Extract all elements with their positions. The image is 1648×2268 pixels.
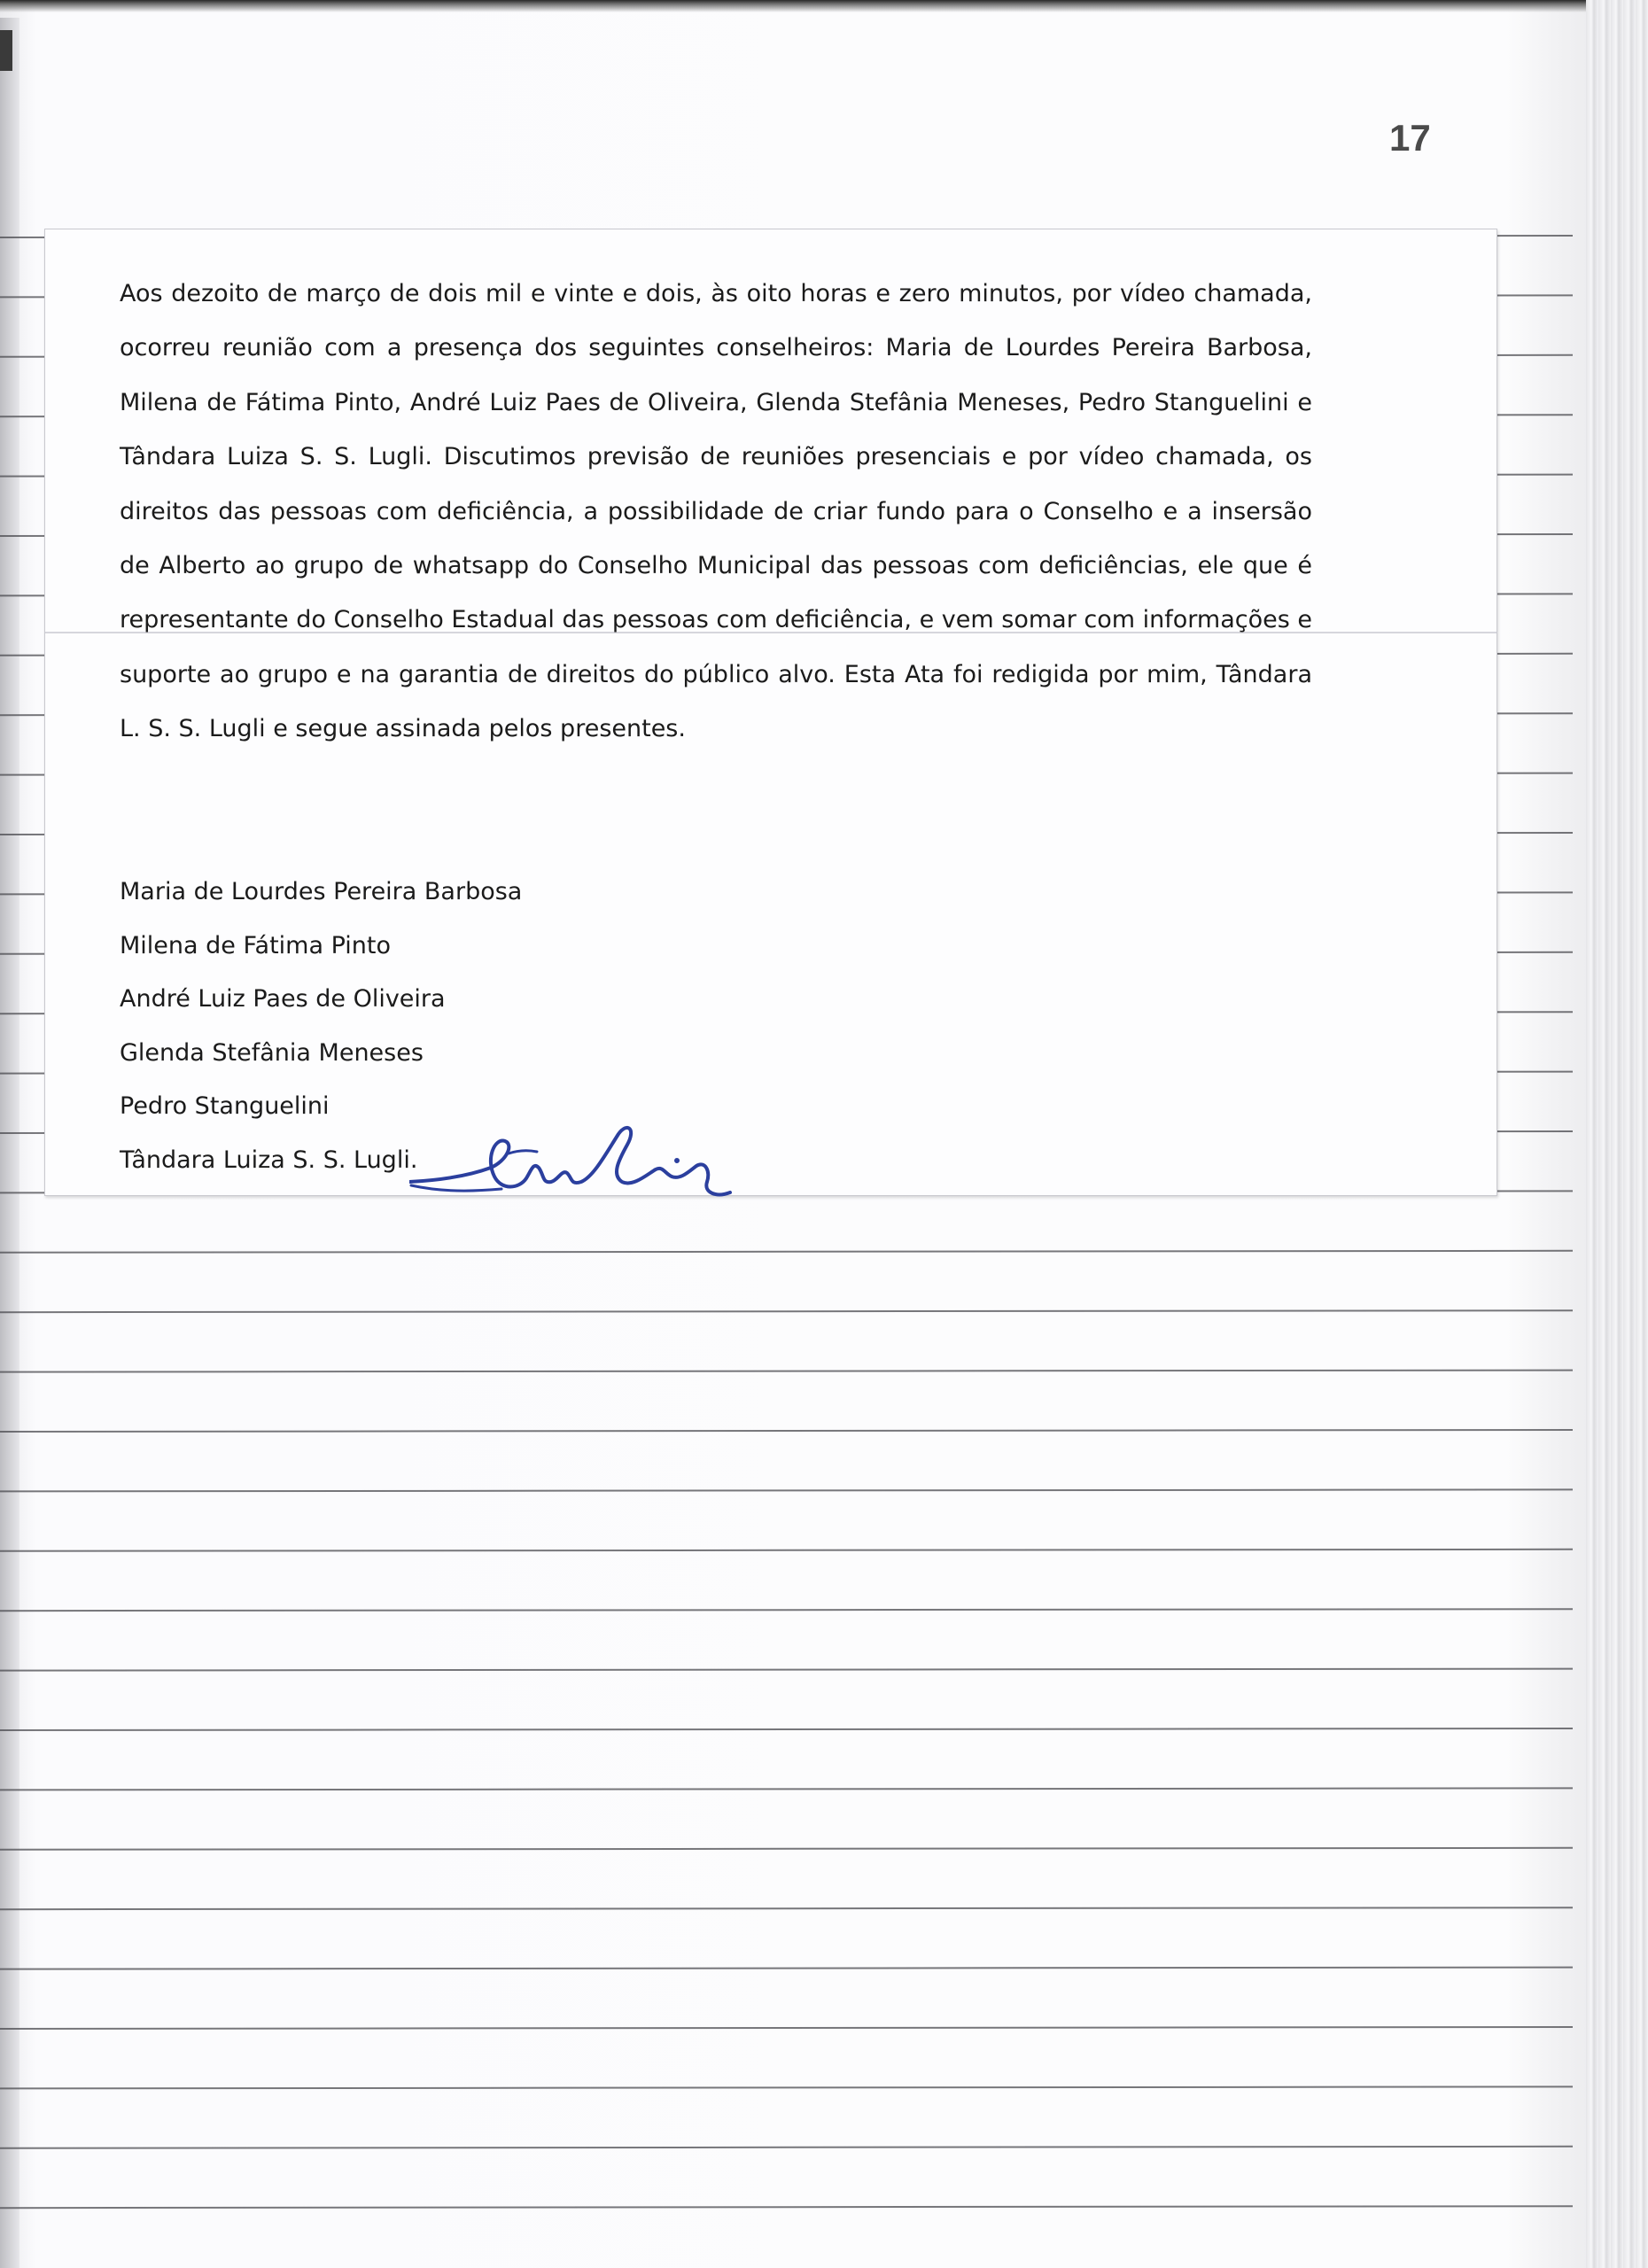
ruled-line	[0, 1371, 1573, 1372]
ruled-line	[0, 2027, 1573, 2029]
ruled-line	[0, 1788, 1573, 1790]
ruled-line	[0, 1669, 1573, 1671]
ruled-line	[0, 1550, 1573, 1551]
ruled-line	[0, 1968, 1573, 1969]
signatory-name: Milena de Fátima Pinto	[120, 931, 392, 959]
ruled-line	[0, 1907, 1573, 1909]
ruled-line	[0, 2147, 1573, 2148]
ruled-line	[0, 2206, 1573, 2208]
minutes-text: Aos dezoito de março de dois mil e vinte e dois, às oito horas e zero minutos, por vídeo chamada, ocorreu reunião com a presença dos seguintes conselheiros: Maria de Lourdes Pereira Barbosa, Milena de Fátima Pinto, André Luiz Paes de Oliveira, Glenda Stefânia Meneses, Pedro Stanguelini e Tândara Luiza S. S. Lugli. Discutimos previsão de reuniões presenciais e por vídeo chamada, os direitos das pessoas com deficiência, a possibilidade de criar fundo para o Conselho e a insersão de Alberto ao grupo de whatsapp do Conselho Municipal das pessoas com deficiências, ele que é representante do Conselho Estadual das pessoas com deficiência, e vem somar com informações e suporte ao grupo e na garantia de direitos do público alvo. Esta Ata foi redigida por mim, Tândara L. S. S. Lugli e segue assinada pelos presentes.	[120, 280, 1312, 743]
page-number: 17	[1389, 117, 1431, 159]
signatory-name: Glenda Stefânia Meneses	[120, 1038, 424, 1067]
signatory-name: Tândara Luiza S. S. Lugli.	[120, 1146, 418, 1174]
signatory-name: André Luiz Paes de Oliveira	[120, 985, 446, 1013]
handwritten-signature	[409, 1118, 746, 1216]
ruled-line	[0, 1430, 1573, 1432]
ruled-line	[0, 1251, 1573, 1253]
signatory-name: Maria de Lourdes Pereira Barbosa	[120, 878, 523, 905]
ruled-line	[0, 2086, 1573, 2088]
signatory-name: Pedro Stanguelini	[120, 1092, 330, 1120]
ruled-line	[0, 1489, 1573, 1491]
ruled-line	[0, 1848, 1573, 1850]
ruled-line	[0, 1728, 1573, 1730]
ruled-line	[0, 1310, 1573, 1312]
ruled-line	[0, 1609, 1573, 1611]
pasted-minutes-sheet	[44, 229, 1497, 1196]
